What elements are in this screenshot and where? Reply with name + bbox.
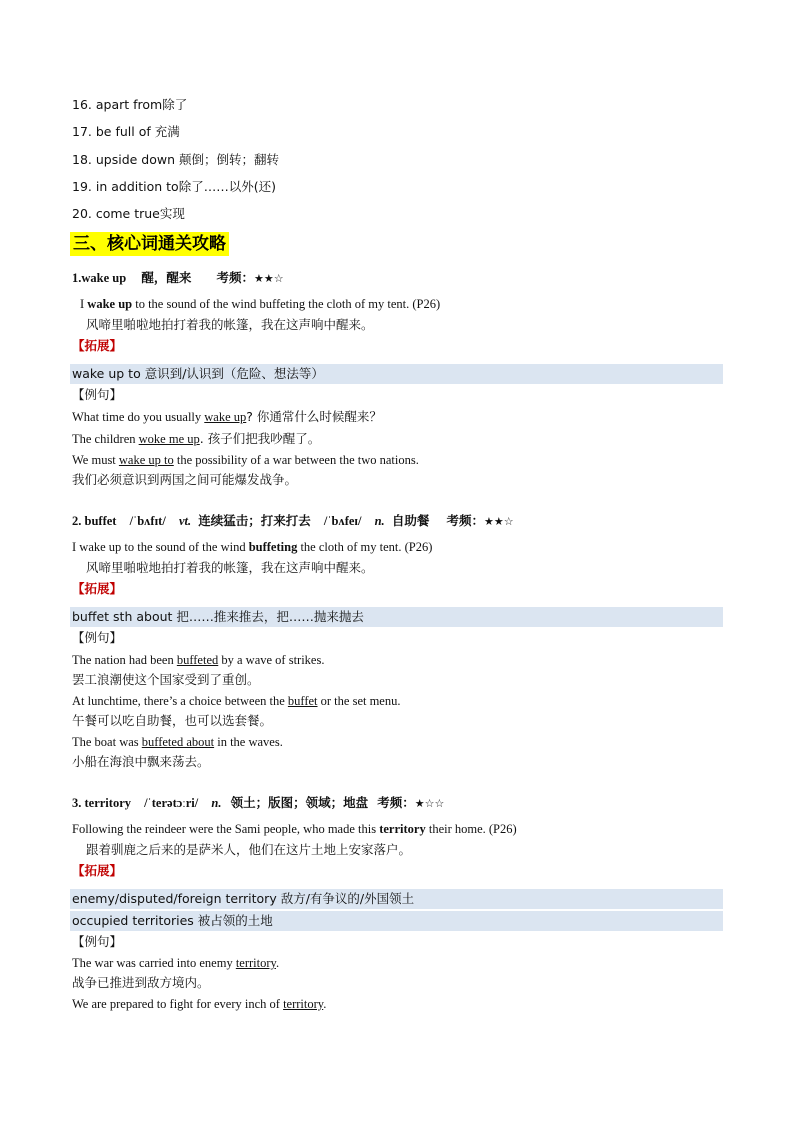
sentence-text: Following the reindeer were the Sami people, who made this xyxy=(72,822,380,836)
phrase-item: 20. come true实现 xyxy=(72,206,185,221)
phrase-item: 19. in addition to除了……以外(还) xyxy=(72,179,276,194)
underlined-phrase: wake up to xyxy=(118,453,174,467)
frequency-stars: ★☆☆ xyxy=(414,797,445,810)
example-translation: 小船在海浪中飘来荡去。 xyxy=(72,754,210,769)
key-word: territory xyxy=(379,822,426,836)
part-of-speech: vt. xyxy=(178,514,192,528)
entry-heading xyxy=(72,794,444,813)
examples-label: 【例句】 xyxy=(72,630,123,645)
sentence-text: The nation had been xyxy=(72,653,177,667)
example-sentence xyxy=(72,451,419,469)
example-translation: 我们必须意识到两国之间可能爆发战争。 xyxy=(72,472,298,487)
phonetic: /ˈbʌfeɪ/ xyxy=(323,514,362,528)
examples-label: 【例句】 xyxy=(72,387,123,402)
source-translation: 风啼里啪啦地拍打着我的帐篷，我在这声响中醒来。 xyxy=(86,317,374,332)
example-translation: 战争已推进到敌方境内。 xyxy=(72,975,210,990)
example-sentence xyxy=(72,733,283,751)
examples-label: 【例句】 xyxy=(72,934,123,949)
underlined-phrase: wake up xyxy=(204,410,247,424)
underlined-phrase: buffet xyxy=(287,694,318,708)
phrase-item: 17. be full of 充满 xyxy=(72,124,180,139)
source-translation: 风啼里啪啦地拍打着我的帐篷，我在这声响中醒来。 xyxy=(86,560,374,575)
underlined-phrase: territory xyxy=(283,997,324,1011)
sentence-text: the possibility of a war between the two nations. xyxy=(173,453,419,467)
sentence-text: At lunchtime, there’s a choice between the xyxy=(72,694,288,708)
frequency-label: 考频： xyxy=(377,795,415,810)
key-word: wake up xyxy=(87,297,133,311)
source-sentence xyxy=(72,820,517,838)
example-sentence xyxy=(72,692,400,710)
sentence-text: I xyxy=(80,297,88,311)
extend-phrase: wake up to 意识到/认识到（危险、想法等） xyxy=(72,366,324,381)
sentence-text: their home. (P26) xyxy=(425,822,517,836)
extend-label: 【拓展】 xyxy=(72,338,123,353)
underlined-phrase: territory xyxy=(235,956,276,970)
sentence-text: by a wave of strikes. xyxy=(218,653,325,667)
phonetic: /ˈbʌfɪt/ xyxy=(129,514,166,528)
headword-meaning: 醒，醒来 xyxy=(141,270,192,285)
part-of-speech: n. xyxy=(374,514,385,528)
phrase-item: 18. upside down 颠倒；倒转；翻转 xyxy=(72,152,279,167)
sentence-text: the cloth of my tent. (P26) xyxy=(297,540,433,554)
frequency-label: 考频： xyxy=(216,270,254,285)
source-translation: 跟着驯鹿之后来的是萨米人，他们在这片土地上安家落户。 xyxy=(86,842,412,857)
underlined-phrase: woke me up xyxy=(138,432,200,446)
sentence-text: . 孩子们把我吵醒了。 xyxy=(199,431,321,446)
frequency-stars: ★★☆ xyxy=(483,515,514,528)
frequency-stars: ★★☆ xyxy=(253,272,284,285)
phonetic: /ˈterətɔːri/ xyxy=(144,796,199,810)
source-sentence xyxy=(72,538,432,556)
entry-heading xyxy=(72,512,514,531)
sentence-text: What time do you usually xyxy=(72,410,205,424)
example-sentence xyxy=(72,408,382,426)
sentence-text: The children xyxy=(72,432,139,446)
example-sentence xyxy=(72,995,326,1013)
frequency-label: 考频： xyxy=(446,513,484,528)
section-title: 三、核心词通关攻略 xyxy=(70,232,229,256)
example-sentence xyxy=(72,651,324,669)
sentence-text: ? 你通常什么时候醒来？ xyxy=(246,409,382,424)
sentence-text: The war was carried into enemy xyxy=(72,956,236,970)
sentence-text: in the waves. xyxy=(214,735,283,749)
example-sentence xyxy=(72,954,279,972)
extend-label: 【拓展】 xyxy=(72,581,123,596)
meaning: 连续猛击；打来打去 xyxy=(198,513,311,528)
headword: 1.wake up xyxy=(72,271,127,285)
headword: 2. buffet xyxy=(72,514,117,528)
extend-phrase: enemy/disputed/foreign territory 敌方/有争议的/外国领土 xyxy=(72,891,415,906)
sentence-text: to the sound of the wind buffeting the cloth of my tent. (P26) xyxy=(132,297,441,311)
headword: 3. territory xyxy=(72,796,131,810)
sentence-text: I wake up to the sound of the wind xyxy=(72,540,249,554)
extend-phrase: occupied territories 被占领的土地 xyxy=(72,913,273,928)
example-sentence xyxy=(72,430,320,448)
meaning: 自助餐 xyxy=(391,513,430,528)
meaning: 领土；版图；领域；地盘 xyxy=(230,795,369,810)
underlined-phrase: buffeted about xyxy=(141,735,215,749)
underlined-phrase: buffeted xyxy=(176,653,219,667)
phrase-item: 16. apart from除了 xyxy=(72,97,188,112)
example-translation: 罢工浪潮使这个国家受到了重创。 xyxy=(72,672,260,687)
source-sentence xyxy=(80,295,440,313)
sentence-text: We are prepared to fight for every inch of xyxy=(72,997,284,1011)
sentence-text: . xyxy=(323,997,327,1011)
sentence-text: . xyxy=(275,956,280,970)
example-translation: 午餐可以吃自助餐，也可以选套餐。 xyxy=(72,713,273,728)
entry-heading xyxy=(72,269,284,288)
extend-phrase: buffet sth about 把……推来推去，把……抛来抛去 xyxy=(72,609,364,624)
sentence-text: or the set menu. xyxy=(317,694,401,708)
key-word: buffeting xyxy=(248,540,298,554)
sentence-text: The boat was xyxy=(72,735,142,749)
part-of-speech: n. xyxy=(211,796,222,810)
sentence-text: We must xyxy=(72,453,119,467)
extend-label: 【拓展】 xyxy=(72,863,123,878)
